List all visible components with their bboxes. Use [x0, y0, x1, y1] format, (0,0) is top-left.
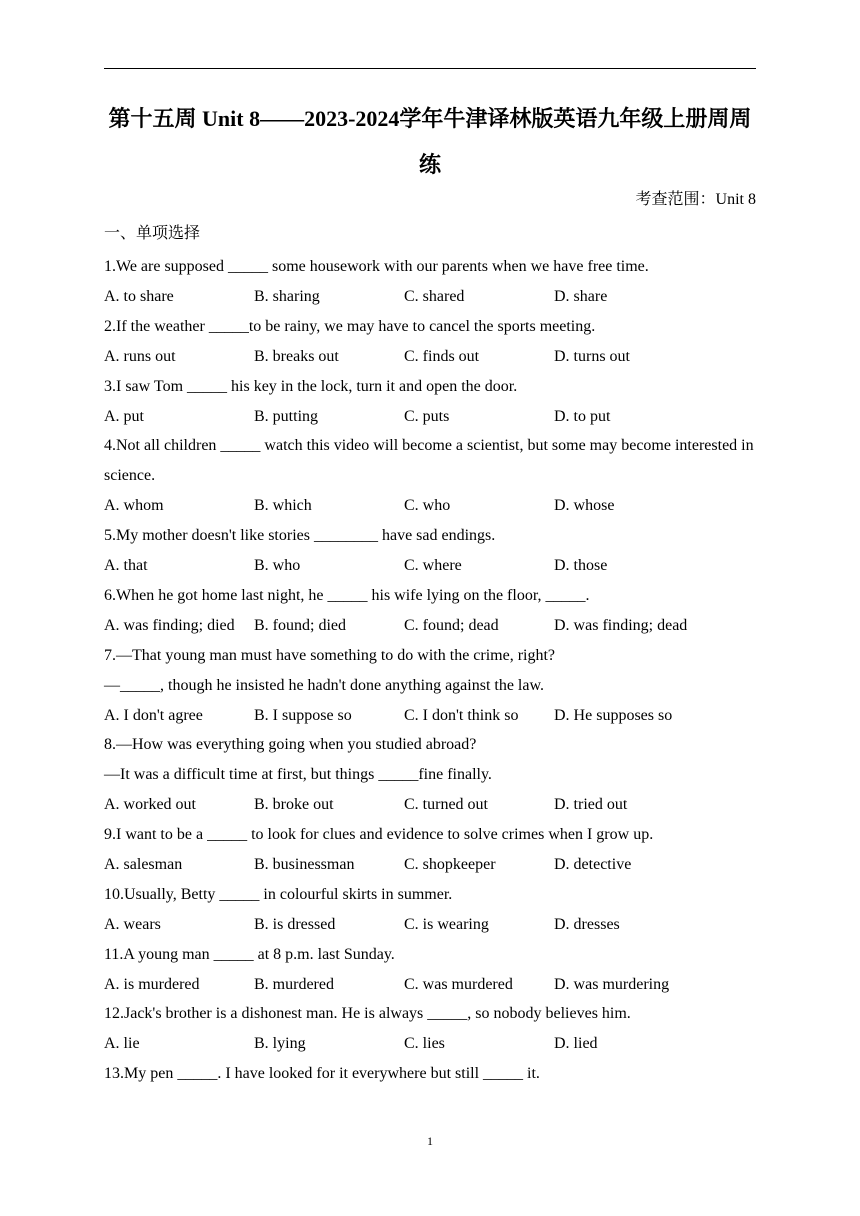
page-number: 1 — [427, 1134, 433, 1148]
option-c: C. shared — [404, 287, 465, 305]
option-b: B. murdered — [254, 975, 334, 993]
question-4 — [104, 431, 756, 521]
option-a: A. I don't agree — [104, 706, 203, 724]
option-d: D. detective — [554, 856, 632, 873]
option-d: D. was murdering — [554, 975, 670, 993]
option-d: D. those — [554, 557, 608, 574]
option-row — [104, 910, 756, 940]
question-list — [104, 252, 756, 1089]
option-c: C. where — [404, 557, 462, 574]
option-a: A. worked out — [104, 796, 196, 814]
option-c: C. I don't think so — [404, 706, 519, 724]
question-3 — [104, 372, 756, 432]
question-continuation: —_____, though he insisted he hadn't done anything against the law. — [104, 676, 544, 694]
option-b: B. businessman — [254, 856, 355, 873]
option-c: C. found; dead — [404, 616, 499, 634]
option-b: B. which — [254, 497, 312, 515]
option-d: D. share — [554, 287, 608, 305]
option-row — [104, 850, 756, 880]
question-stem: 6.When he got home last night, he _____ his wife lying on the floor, _____. — [104, 586, 590, 604]
option-row — [104, 701, 756, 731]
option-d: D. to put — [554, 407, 611, 425]
header-rule — [104, 68, 756, 69]
option-row — [104, 342, 756, 372]
option-b: B. putting — [254, 407, 319, 425]
option-a: A. whom — [104, 497, 164, 515]
question-stem: 1.We are supposed _____ some housework with our parents when we have free time. — [104, 258, 649, 275]
option-d: D. dresses — [554, 915, 620, 933]
question-continuation: —It was a difficult time at first, but things _____fine finally. — [104, 766, 492, 784]
option-a: A. wears — [104, 915, 161, 933]
option-b: B. is dressed — [254, 915, 336, 933]
question-6 — [104, 581, 756, 641]
option-b: B. I suppose so — [254, 706, 352, 724]
option-row — [104, 551, 756, 581]
question-9 — [104, 820, 756, 880]
option-row — [104, 402, 756, 432]
question-stem: 13.My pen _____. I have looked for it everywhere but still _____ it. — [104, 1065, 540, 1083]
option-c: C. is wearing — [404, 915, 489, 933]
question-stem: 7.—That young man must have something to do with the crime, right? — [104, 646, 556, 664]
option-d: D. He supposes so — [554, 706, 673, 724]
option-b: B. breaks out — [254, 347, 339, 365]
option-d: D. turns out — [554, 347, 630, 365]
option-d: D. tried out — [554, 796, 628, 814]
option-a: A. salesman — [104, 856, 183, 873]
option-b: B. sharing — [254, 287, 320, 305]
option-row — [104, 970, 756, 1000]
option-b: B. found; died — [254, 616, 346, 634]
question-10 — [104, 880, 756, 940]
question-7 — [104, 641, 756, 731]
option-a: A. to share — [104, 287, 174, 305]
option-a: A. is murdered — [104, 975, 200, 993]
option-d: D. was finding; dead — [554, 616, 688, 634]
question-8 — [104, 730, 756, 820]
question-stem: 10.Usually, Betty _____ in colourful skirts in summer. — [104, 885, 453, 903]
question-12 — [104, 999, 756, 1059]
question-stem: 9.I want to be a _____ to look for clues and evidence to solve crimes when I grow up. — [104, 826, 654, 844]
option-b: B. broke out — [254, 796, 334, 814]
question-stem: 8.—How was everything going when you studied abroad? — [104, 736, 477, 754]
option-c: C. was murdered — [404, 975, 513, 993]
option-a: A. put — [104, 407, 144, 425]
question-stem: 2.If the weather _____to be rainy, we may have to cancel the sports meeting. — [104, 317, 596, 335]
option-c: C. lies — [404, 1035, 445, 1053]
option-c: C. finds out — [404, 347, 480, 365]
option-row — [104, 491, 756, 521]
option-a: A. that — [104, 557, 148, 574]
option-row — [104, 790, 756, 820]
section-title: 一、单项选择 — [104, 225, 201, 242]
question-stem: 4.Not all children _____ watch this video will become a scientist, but some may become interested in science. — [104, 437, 754, 485]
question-2 — [104, 312, 756, 372]
question-13 — [104, 1059, 756, 1089]
question-stem: 5.My mother doesn't like stories ________ have sad endings. — [104, 527, 496, 545]
question-stem: 12.Jack's brother is a dishonest man. He is always _____, so nobody believes him. — [104, 1005, 631, 1023]
option-d: D. whose — [554, 497, 615, 515]
option-c: C. turned out — [404, 796, 488, 814]
option-c: C. shopkeeper — [404, 856, 496, 873]
question-stem: 11.A young man _____ at 8 p.m. last Sunday. — [104, 945, 395, 963]
exam-scope: 考查范围：Unit 8 — [635, 191, 756, 208]
option-a: A. lie — [104, 1035, 140, 1053]
option-d: D. lied — [554, 1035, 598, 1053]
question-11 — [104, 940, 756, 1000]
question-stem: 3.I saw Tom _____ his key in the lock, turn it and open the door. — [104, 377, 518, 395]
question-1 — [104, 252, 756, 312]
option-row — [104, 282, 756, 312]
option-c: C. who — [404, 497, 451, 515]
option-b: B. who — [254, 557, 301, 574]
option-a: A. runs out — [104, 347, 176, 365]
option-c: C. puts — [404, 407, 450, 425]
option-row — [104, 611, 756, 641]
option-row — [104, 1029, 756, 1059]
option-a: A. was finding; died — [104, 616, 235, 634]
option-b: B. lying — [254, 1035, 306, 1053]
question-5 — [104, 521, 756, 581]
document-title: 第十五周 Unit 8——2023-2024学年牛津译林版英语九年级上册周周练 — [108, 106, 752, 177]
